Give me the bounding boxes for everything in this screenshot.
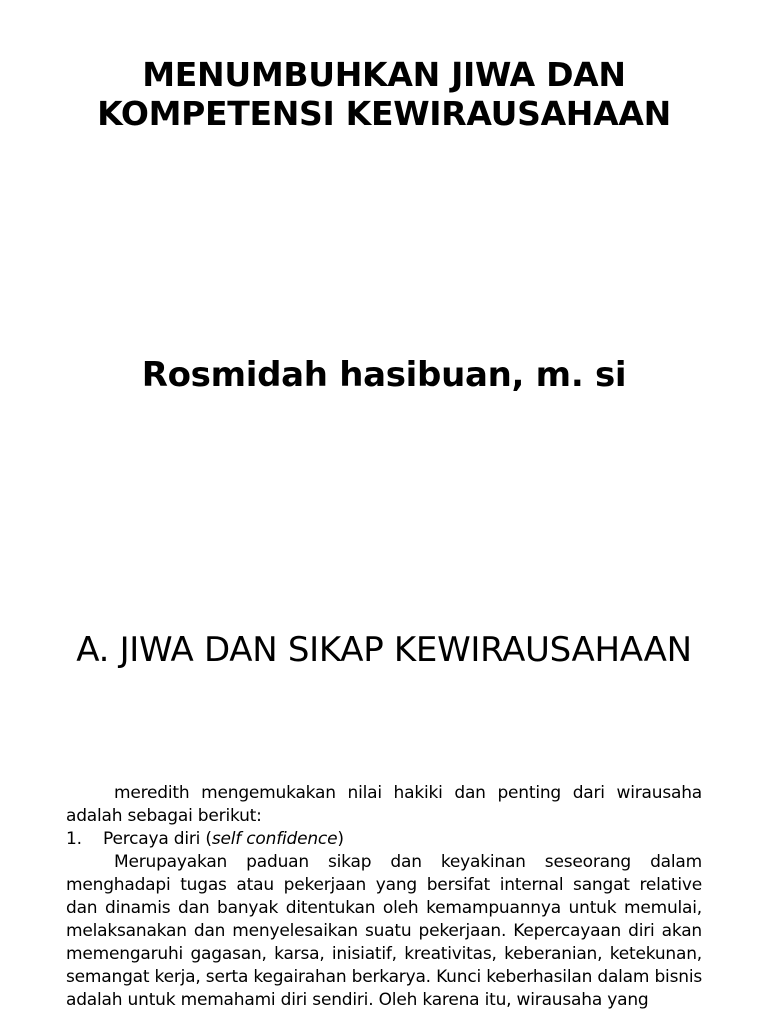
document-title: [0, 55, 768, 133]
author-name: Rosmidah hasibuan, m. si: [141, 355, 627, 395]
intro-paragraph: meredith mengemukakan nilai hakiki dan penting dari wirausaha adalah sebagai berikut:: [66, 783, 702, 826]
list-item-number: 1.: [66, 829, 82, 849]
list-item-label-before: Percaya diri (: [103, 829, 212, 849]
list-item-label-after: ): [337, 829, 344, 849]
title-line-1: MENUMBUHKAN JIWA DAN: [142, 55, 626, 94]
body-paragraph: Merupayakan paduan sikap dan keyakinan seseorang dalam menghadapi tugas atau pekerjaan yang bersifat internal sangat relative dan dinamis dan banyak ditentukan oleh kemampuannya untuk memulai, melaksanakan dan menyelesaikan suatu pekerjaan. Kepercayaan diri akan memengaruhi gagasan, karsa, inisiatif, kreativitas, keberanian, ketekunan, semangat kerja, serta kegairahan berkarya. Kunci keberhasilan dalam bisnis adalah untuk memahami diri sendiri. Oleh karena itu, wirausaha yang: [66, 852, 702, 1010]
list-item-label: [103, 828, 344, 851]
section-heading: A. JIWA DAN SIKAP KEWIRAUSAHAAN: [76, 630, 692, 670]
list-item: [66, 828, 702, 851]
list-item-label-italic: self confidence: [211, 829, 338, 849]
title-line-2: KOMPETENSI KEWIRAUSAHAAN: [97, 94, 671, 133]
body-text: [66, 782, 702, 1012]
